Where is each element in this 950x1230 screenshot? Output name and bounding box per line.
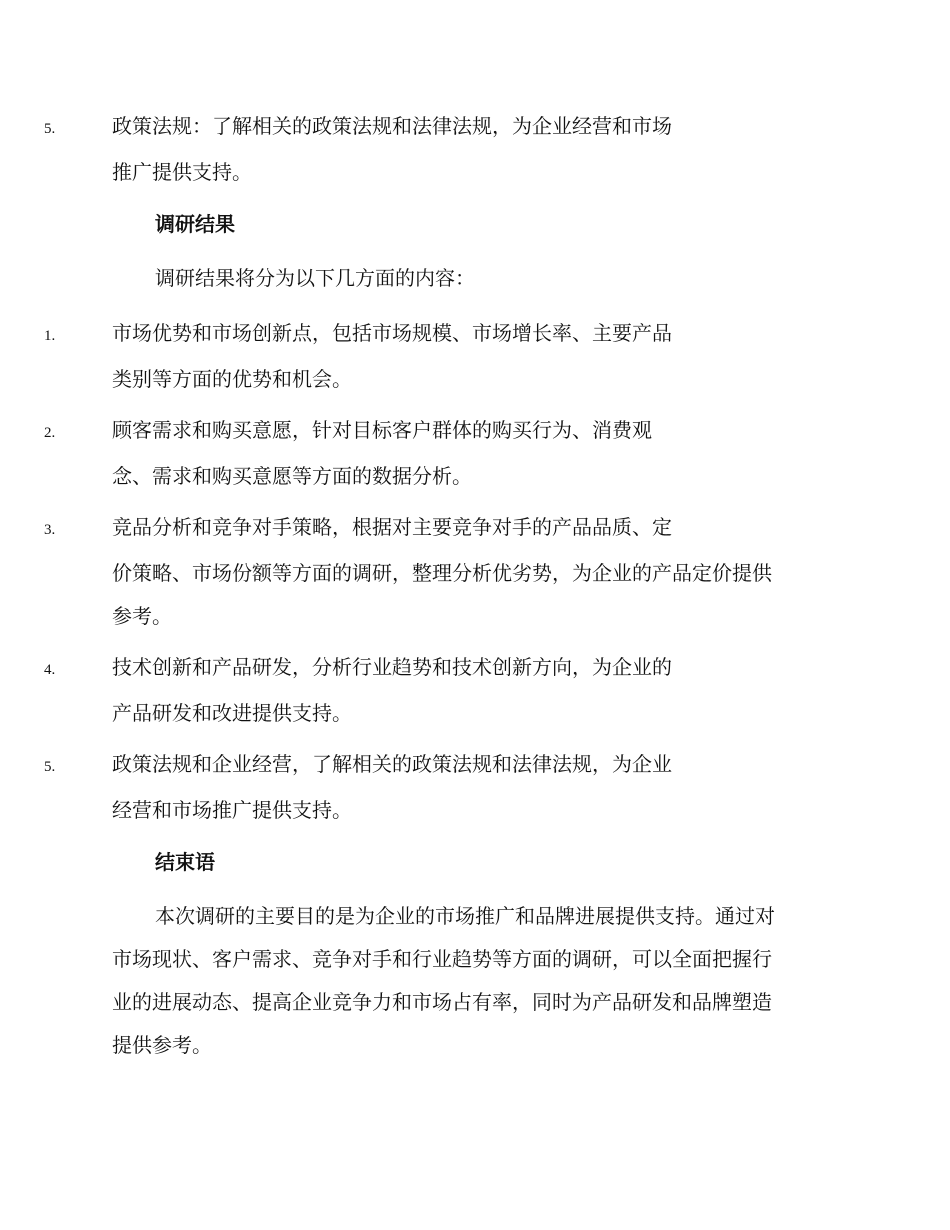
- list-text-line: 推广提供支持。: [112, 160, 252, 184]
- list-number: 3.: [44, 522, 56, 538]
- list-item: [44, 646, 832, 735]
- paragraph-line: 提供参考。: [112, 1033, 212, 1057]
- list-text-line: 产品研发和改进提供支持。: [112, 701, 352, 725]
- list-item: [44, 312, 832, 401]
- list-number: 5.: [44, 121, 56, 137]
- list-text-line: 市场优势和市场创新点，包括市场规模、市场增长率、主要产品: [112, 321, 672, 345]
- list-text-line: 经营和市场推广提供支持。: [112, 798, 352, 822]
- conclusion-paragraph: [112, 895, 832, 1067]
- list-text-line: 政策法规：了解相关的政策法规和法律法规，为企业经营和市场: [112, 114, 672, 138]
- list-item: [44, 105, 832, 194]
- section-heading: 结束语: [155, 850, 215, 874]
- list-text-line: 政策法规和企业经营，了解相关的政策法规和法律法规，为企业: [112, 752, 672, 776]
- list-text-line: 参考。: [112, 604, 172, 628]
- paragraph: 调研结果将分为以下几方面的内容：: [155, 266, 475, 290]
- list-item: [44, 409, 832, 498]
- paragraph-line: 本次调研的主要目的是为企业的市场推广和品牌进展提供支持。通过对: [155, 904, 775, 928]
- section-heading: 调研结果: [155, 212, 235, 236]
- list-text-line: 价策略、市场份额等方面的调研，整理分析优劣势，为企业的产品定价提供: [112, 561, 772, 585]
- list-number: 2.: [44, 425, 56, 441]
- paragraph-line: 市场现状、客户需求、竞争对手和行业趋势等方面的调研，可以全面把握行: [112, 947, 772, 971]
- list-text-line: 类别等方面的优势和机会。: [112, 367, 352, 391]
- list-number: 5.: [44, 759, 56, 775]
- list-number: 4.: [44, 662, 56, 678]
- list-text-line: 顾客需求和购买意愿，针对目标客户群体的购买行为、消费观: [112, 418, 652, 442]
- list-item: [44, 743, 832, 832]
- list-text-line: 念、需求和购买意愿等方面的数据分析。: [112, 464, 472, 488]
- list-text-line: 竞品分析和竞争对手策略，根据对主要竞争对手的产品品质、定: [112, 515, 672, 539]
- list-number: 1.: [44, 328, 56, 344]
- paragraph-line: 业的进展动态、提高企业竞争力和市场占有率，同时为产品研发和品牌塑造: [112, 990, 772, 1014]
- list-item: [44, 506, 832, 638]
- list-text-line: 技术创新和产品研发，分析行业趋势和技术创新方向，为企业的: [112, 655, 672, 679]
